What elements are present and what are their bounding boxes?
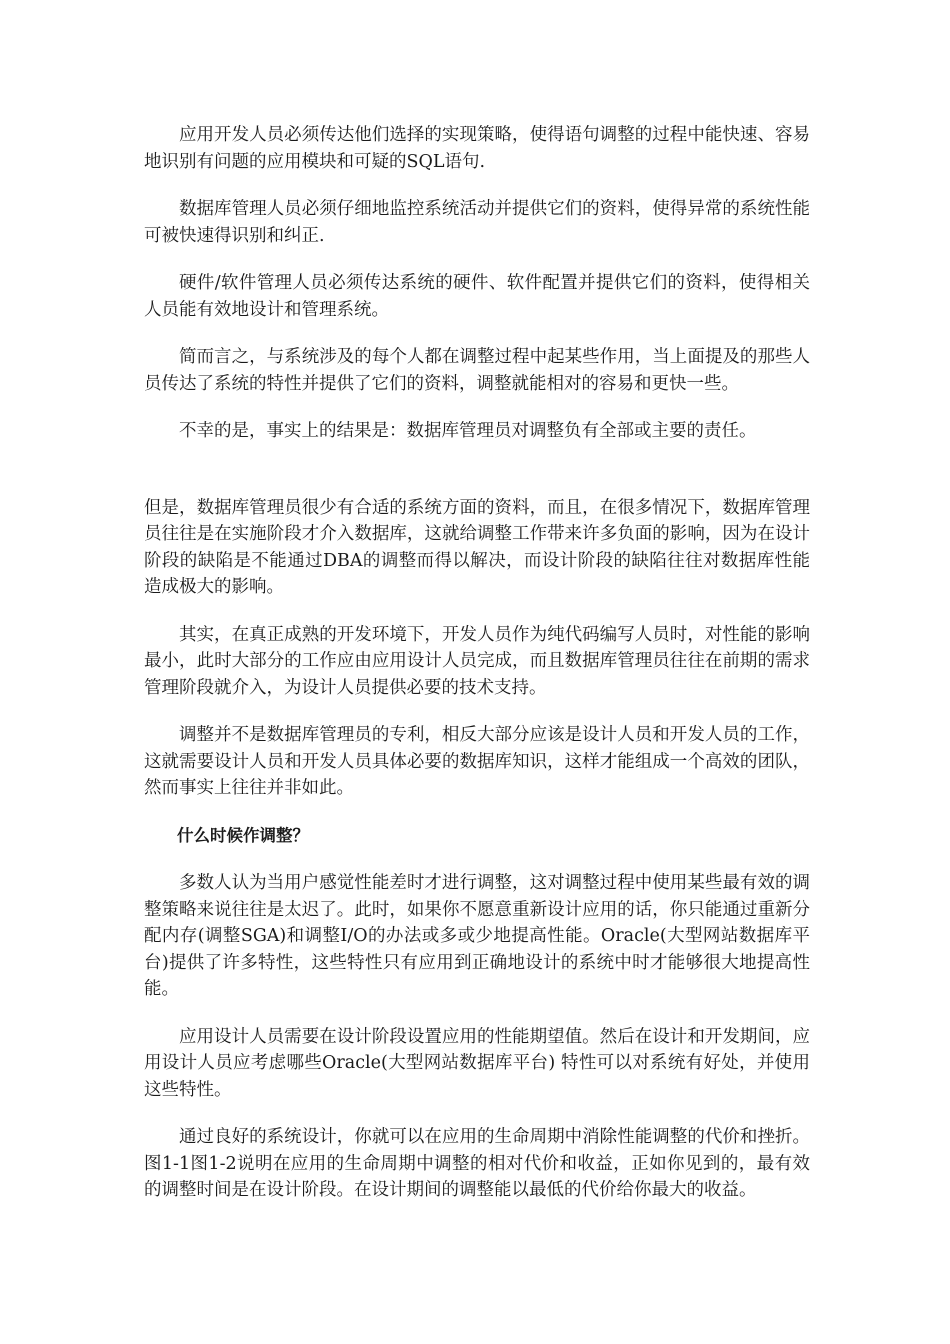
paragraph-gap xyxy=(144,466,810,495)
paragraph-mature-environment: 其实，在真正成熟的开发环境下，开发人员作为纯代码编写人员时，对性能的影响最小，此时大部分的工作应由应用设计人员完成，而且数据库管理员往往在前期的需求管理阶段就介入，为设计人员提供必要的技术支持。 xyxy=(144,624,810,698)
paragraph-unfortunately: 不幸的是，事实上的结果是：数据库管理员对调整负有全部或主要的责任。 xyxy=(179,421,757,441)
paragraph-not-dba-privilege: 调整并不是数据库管理员的专利，相反大部分应该是设计人员和开发人员的工作，这就需要设计人员和开发人员具体必要的数据库知识，这样才能组成一个高效的团队，然而事实上往往并非如此。 xyxy=(144,725,810,798)
section-heading: 什么时候作调整？ xyxy=(177,825,309,845)
paragraph-however: 但是，数据库管理员很少有合适的系统方面的资料，而且，在很多情况下，数据库管理员往往是在实施阶段才介入数据库，这就给调整工作带来许多负面的影响，因为在设计阶段的缺陷是不能通过DBA的调整而得以解决，而设计阶段的缺陷往往对数据库性能造成极大的影响。 xyxy=(144,497,810,597)
document-page xyxy=(144,122,810,1225)
paragraph-performance-expectations: 应用设计人员需要在设计阶段设置应用的性能期望值。然后在设计和开发期间，应用设计人员应考虑哪些Oracle(大型网站数据库平台) 特性可以对系统有好处，并使用这些特性。 xyxy=(144,1026,810,1100)
paragraph-hardware-software: 硬件/软件管理人员必须传达系统的硬件、软件配置并提供它们的资料，使得相关人员能有效地设计和管理系统。 xyxy=(144,273,810,320)
paragraph-developers: 应用开发人员必须传达他们选择的实现策略，使得语句调整的过程中能快速、容易地识别有问题的应用模块和可疑的SQL语句. xyxy=(144,125,810,172)
paragraph-summary: 简而言之，与系统涉及的每个人都在调整过程中起某些作用，当上面提及的那些人员传达了系统的特性并提供了它们的资料，调整就能相对的容易和更快一些。 xyxy=(144,347,810,394)
paragraph-good-design: 通过良好的系统设计，你就可以在应用的生命周期中消除性能调整的代价和挫折。图1-1图1-2说明在应用的生命周期中调整的相对代价和收益，正如你见到的，最有效的调整时间是在设计阶段。在设计期间的调整能以最低的代价给你最大的收益。 xyxy=(144,1127,810,1200)
paragraph-dba: 数据库管理人员必须仔细地监控系统活动并提供它们的资料，使得异常的系统性能可被快速得识别和纠正. xyxy=(144,199,810,246)
paragraph-when-to-tune: 多数人认为当用户感觉性能差时才进行调整，这对调整过程中使用某些最有效的调整策略来说往往是太迟了。此时，如果你不愿意重新设计应用的话，你只能通过重新分配内存(调整SGA)和调整I/O的办法或多或少地提高性能。Oracle(大型网站数据库平台)提供了许多特性，这些特性只有应用到正确地设计的系统中时才能够很大地提高性能。 xyxy=(144,873,810,999)
